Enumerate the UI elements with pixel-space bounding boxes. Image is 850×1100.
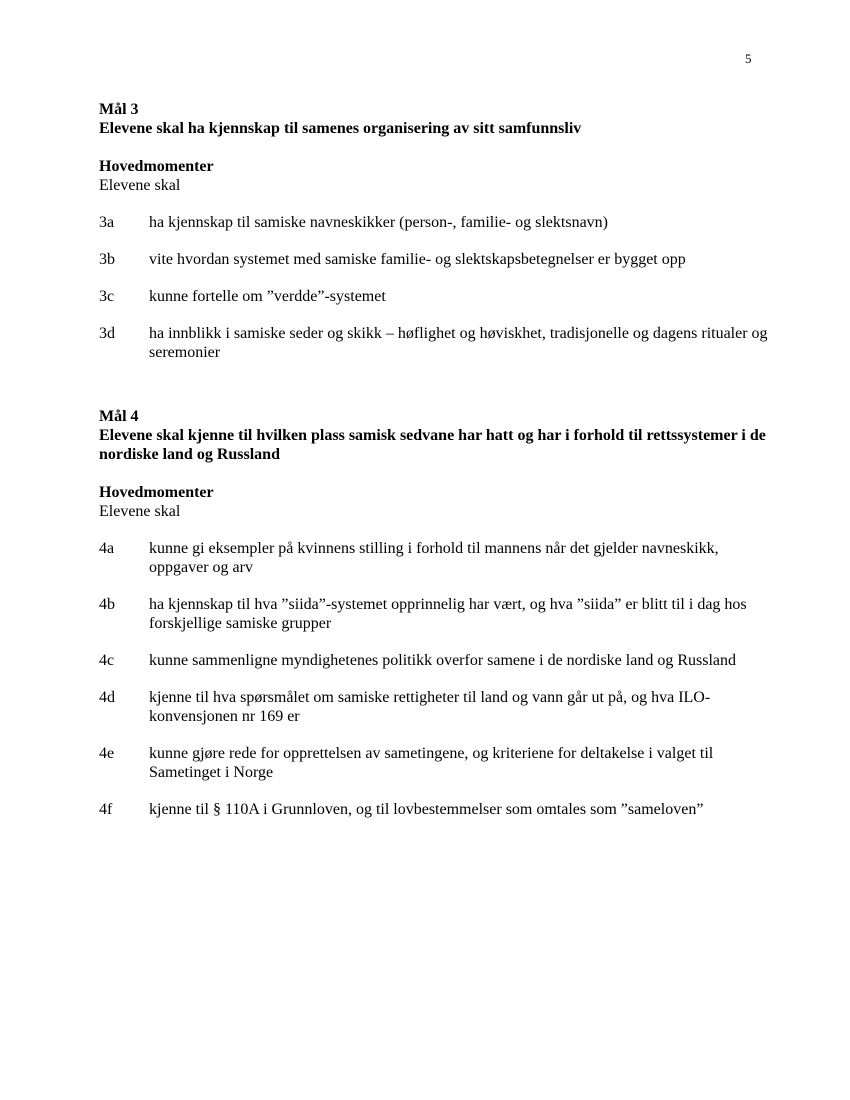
item-id: 3c (99, 288, 115, 305)
item-text: kjenne til § 110A i Grunnloven, og til lovbestemmelser som omtales som ”sameloven” (149, 801, 704, 818)
item-text: ha kjennskap til samiske navneskikker (person-, familie- og slektsnavn) (149, 214, 608, 231)
list-item (99, 324, 769, 362)
goal-intro: Elevene skal (99, 177, 181, 194)
list-item (99, 651, 769, 670)
goal-description: Elevene skal ha kjennskap til samenes organisering av sitt samfunnsliv (99, 120, 582, 137)
goal-intro: Elevene skal (99, 503, 181, 520)
goal-title: Mål 3 (99, 101, 139, 118)
goal-items (99, 213, 769, 362)
item-id: 4e (99, 745, 115, 762)
hovedmomenter-heading: Hovedmomenter (99, 158, 214, 175)
hovedmomenter-heading: Hovedmomenter (99, 484, 214, 501)
list-item (99, 688, 769, 726)
goal-section-4 (99, 407, 769, 819)
item-id: 4d (99, 689, 115, 706)
list-item (99, 539, 769, 577)
item-text: ha innblikk i samiske seder og skikk – høflighet og høviskhet, tradisjonelle og dagens ritualer og seremonier (149, 325, 768, 361)
item-text: kunne sammenligne myndighetenes politikk overfor samene i de nordiske land og Russland (149, 652, 736, 669)
list-item (99, 595, 769, 633)
item-text: kunne gjøre rede for opprettelsen av sametingene, og kriteriene for deltakelse i valget til Sametinget i Norge (149, 745, 714, 781)
item-id: 4a (99, 540, 115, 557)
list-item (99, 800, 769, 819)
item-id: 3a (99, 214, 115, 231)
list-item (99, 287, 769, 306)
item-text: kunne fortelle om ”verdde”-systemet (149, 288, 386, 305)
goal-items (99, 539, 769, 819)
goal-title: Mål 4 (99, 408, 139, 425)
item-text: kjenne til hva spørsmålet om samiske rettigheter til land og vann går ut på, og hva ILO-konvensjonen nr 169 er (149, 689, 711, 725)
list-item (99, 744, 769, 782)
item-id: 3b (99, 251, 115, 268)
goal-section-3 (99, 100, 769, 362)
item-text: vite hvordan systemet med samiske familie- og slektskapsbetegnelser er bygget opp (149, 251, 686, 268)
item-text: kunne gi eksempler på kvinnens stilling i forhold til mannens når det gjelder navneskikk, oppgaver og arv (149, 540, 719, 576)
item-id: 4c (99, 652, 115, 669)
item-id: 4f (99, 801, 113, 818)
item-id: 3d (99, 325, 115, 342)
item-id: 4b (99, 596, 115, 613)
page-number: 5 (745, 51, 752, 66)
item-text: ha kjennskap til hva ”siida”-systemet opprinnelig har vært, og hva ”siida” er blitt til i dag hos forskjellige samiske grupper (149, 596, 747, 632)
list-item (99, 250, 769, 269)
list-item (99, 213, 769, 232)
goal-description: Elevene skal kjenne til hvilken plass samisk sedvane har hatt og har i forhold til rettssystemer i de nordiske land og Russland (99, 427, 766, 463)
